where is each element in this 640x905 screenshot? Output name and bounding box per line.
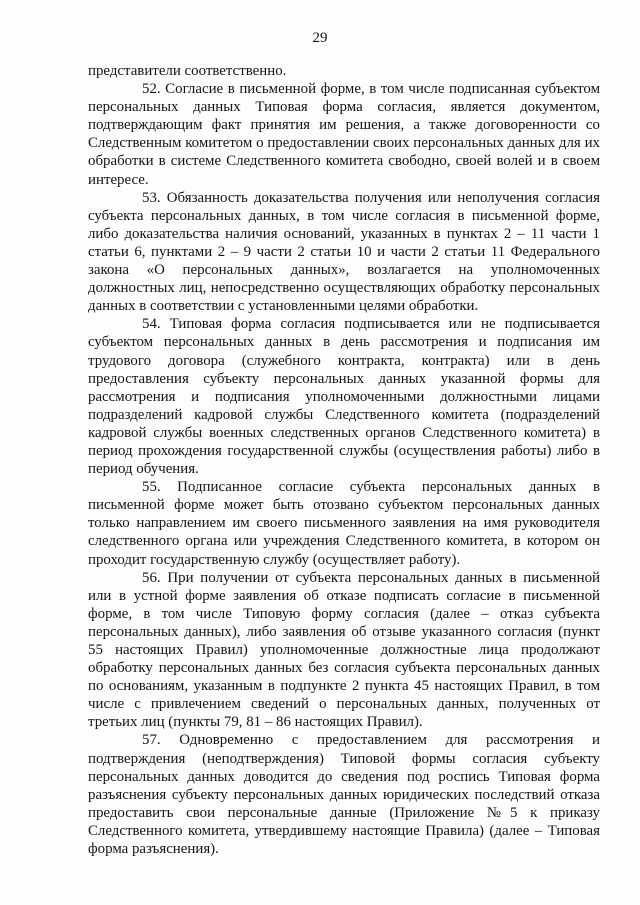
paragraph-52: 52. Согласие в письменной форме, в том числе подписанная субъектом персональных данных Типовая форма согласия, является документом, подтверждающим факт принятия им решения, а также договоренности со Следственным комитетом о предоставлении своих персональных данных для их обработки в системе Следственного комитета свободно, своей волей и в своем интересе.	[88, 81, 600, 188]
paragraph-54: 54. Типовая форма согласия подписывается или не подписывается субъектом персональных данных в день рассмотрения и подписания им трудового договора (служебного контракта, контракта) или в день предоставления субъекту персональных данных указанной формы для рассмотрения и подписания уполномоченными должностными лицами подразделений кадровой службы Следственного комитета (подразделений кадровой службы военных следственных органов Следственного комитета) в период прохождения государственной службы (осуществления работы) либо в период обучения.	[88, 316, 600, 478]
document-body	[88, 62, 600, 858]
paragraph-57: 57. Одновременно с предоставлением для рассмотрения и подтверждения (неподтверждения) Типовой формы согласия субъекту персональных данных доводится до сведения под роспись Типовая форма разъяснения субъекту персональных данных юридических последствий отказа предоставить свои персональные данные (Приложение №5 к приказу Следственного комитета, утвердившему настоящие Правила) (далее – Типовая форма разъяснения).	[88, 732, 600, 858]
paragraph-55: 55. Подписанное согласие субъекта персональных данных в письменной форме может быть отозвано субъектом персональных данных только направлением им своего письменного заявления на имя руководителя следственного органа или учреждения Следственного комитета, в котором он проходит государственную службу (осуществляет работу).	[88, 479, 600, 568]
paragraph-56: 56. При получении от субъекта персональных данных в письменной или в устной форме заявления об отказе подписать согласие в письменной форме, в том числе Типовую форму согласия (далее – отказ субъекта персональных данных), либо заявления об отзыве указанного согласия (пункт 55 настоящих Правил) уполномоченные должностные лица продолжают обработку персональных данных без согласия субъекта персональных данных по основаниям, указанным в подпункте 2 пункта 45 настоящих Правил, в том числе с привлечением сведений о персональных данных, полученных от третьих лиц (пункты 79, 81 – 86 настоящих Правил).	[88, 569, 600, 731]
page-number: 29	[312, 30, 328, 46]
paragraph-continuation: представители соответственно.	[88, 63, 287, 79]
paragraph-53: 53. Обязанность доказательства получения или неполучения согласия субъекта персональных данных, в том числе согласия в письменной форме, либо доказательства наличия оснований, указанных в пунктах 2 – 11 части 1 статьи 6, пунктами 2 – 9 части 2 статьи 10 и части 2 статьи 11 Федерального закона «О персональных данных», возлагается на уполномоченных должностных лиц, непосредственно осуществляющих обработку персональных данных в соответствии с установленными целями обработки.	[88, 189, 600, 315]
